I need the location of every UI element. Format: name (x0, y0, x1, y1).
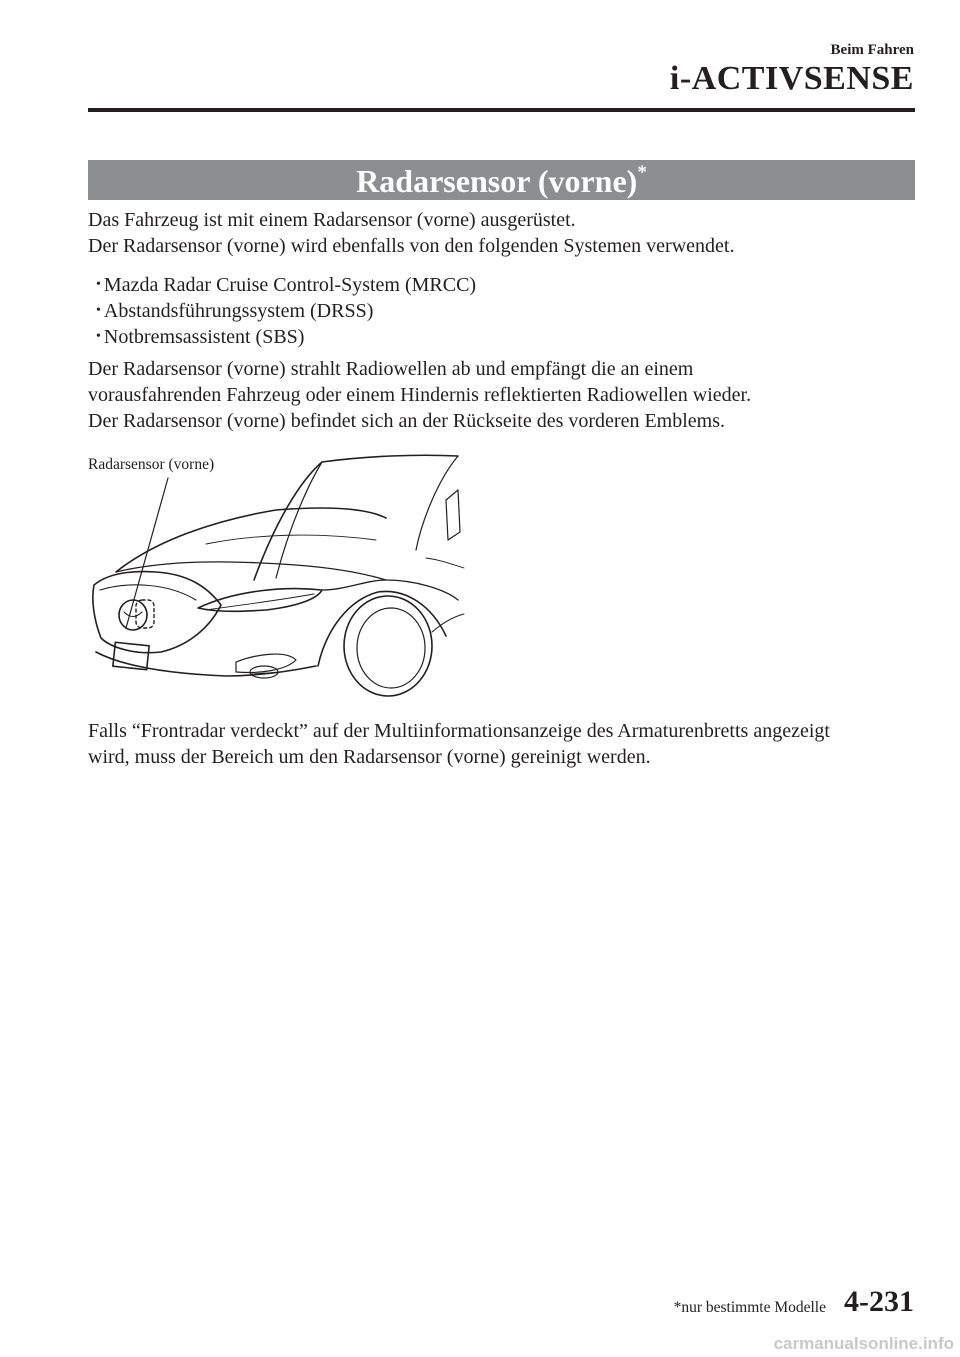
systems-list (96, 272, 926, 350)
section-heading (88, 160, 915, 200)
header-divider (88, 108, 915, 112)
figure-callout-label: Radarsensor (vorne) (88, 456, 215, 473)
bullet-icon: • (96, 277, 101, 292)
car-front-illustration (86, 440, 466, 710)
chapter-subtitle: Beim Fahren (830, 42, 914, 58)
list-item-text: Mazda Radar Cruise Control-System (MRCC) (103, 274, 477, 296)
list-item (96, 298, 926, 324)
bullet-icon: • (96, 329, 101, 344)
chapter-title: i-ACTIVSENSE (669, 60, 914, 97)
section-footnote-marker: * (637, 162, 647, 183)
text-line: vorausfahrenden Fahrzeug oder einem Hindernis reflektierten Radiowellen wieder. (88, 384, 752, 406)
text-line: Der Radarsensor (vorne) wird ebenfalls von den folgenden Systemen verwendet. (88, 235, 735, 257)
intro-paragraph (88, 207, 918, 259)
list-item-text: Abstandsführungssystem (DRSS) (103, 300, 374, 322)
text-line: Das Fahrzeug ist mit einem Radarsensor (vorne) ausgerüstet. (88, 209, 576, 231)
bullet-icon: • (96, 303, 101, 318)
warning-paragraph (88, 718, 918, 770)
section-title: Radarsensor (vorne) (356, 163, 638, 199)
page-number: 4-231 (844, 1285, 914, 1318)
list-item (96, 324, 926, 350)
text-line: Der Radarsensor (vorne) strahlt Radiowellen ab und empfängt die an einem (88, 358, 694, 380)
text-line: wird, muss der Bereich um den Radarsensor (vorne) gereinigt werden. (88, 746, 651, 768)
description-paragraph (88, 356, 918, 434)
list-item-text: Notbremsassistent (SBS) (103, 326, 305, 348)
list-item (96, 272, 926, 298)
text-line: Falls “Frontradar verdeckt” auf der Multiinformationsanzeige des Armaturenbretts angezeigt (88, 720, 830, 742)
watermark: carmanualsonline.info (773, 1334, 954, 1353)
footnote: *nur bestimmte Modelle (673, 1299, 826, 1316)
text-line: Der Radarsensor (vorne) befindet sich an der Rückseite des vorderen Emblems. (88, 410, 726, 432)
